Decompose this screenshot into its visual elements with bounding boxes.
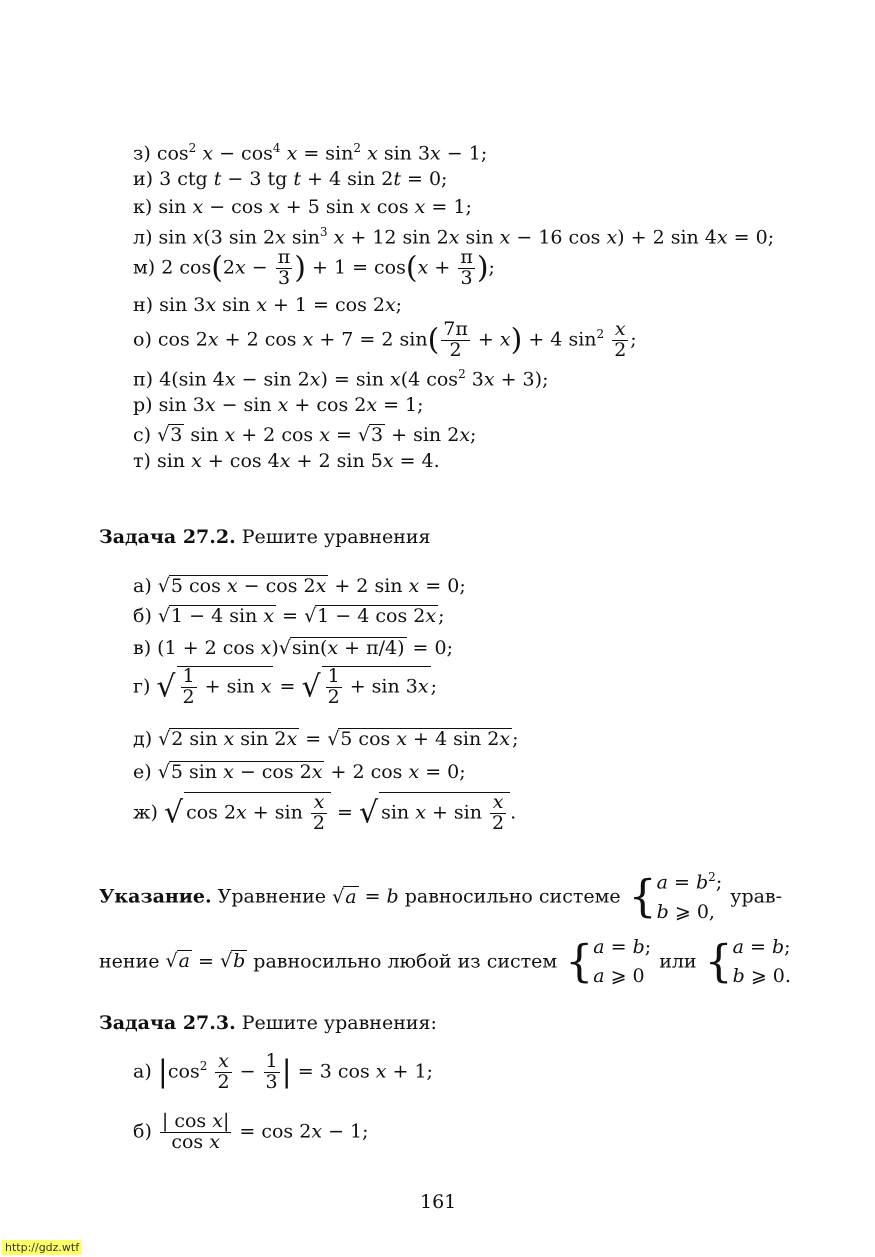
equation-n: н) sin 3x sin x + 1 = cos 2x; [133,294,403,316]
equation-r: р) sin 3x − sin x + cos 2x = 1; [133,394,424,416]
equation-t: т) sin x + cos 4x + 2 sin 5x = 4. [133,450,440,472]
equation-p: п) 4(sin 4x − sin 2x) = sin x(4 $\cos^2 3x + 3$); [133,367,549,391]
task-27-2-b: б) √1 − 4 sin x = √1 − 4 cos 2x ; [133,605,445,627]
equation-o: о) cos 2x + 2 cos x + 7 = 2 sin( $\frac{7\pi}{2}$ + x) + 4 $\sin^2$ $\frac{x}{2}$ ; [133,318,637,361]
system-2: {a = b; a ⩾ 0 [565,936,652,988]
task-27-2-d: д) √2 sin x sin 2x = √5 cos x + 4 sin 2x ; [133,728,519,750]
task-27-3-b: б) $\frac{\text{| cos x|}}{\text{cos x}}$ = cos 2x − 1; [133,1110,369,1153]
task-27-2-zh: ж) √ cos 2x + sin $\frac{x}{2}$ = √ sin x + sin $\frac{x}{2}$ . [133,791,517,834]
equation-z: з) $\cos^2 x - \cos^4 x = \sin^2 x$ sin 3x − 1; [133,141,488,165]
equation-k: к) sin x − cos x + 5 sin x cos x = 1; [133,196,472,218]
hint-line-2: нение √a = √b равносильно любой из систем {a = b; a ⩾ 0 или {a = b; b ⩾ 0. [99,933,793,992]
task-27-2-a: а) √5 cos x − cos 2x + 2 sin x = 0; [133,575,466,597]
equation-i: и) 3 ctg t − 3 tg t + 4 sin 2t = 0; [133,168,448,190]
hint-line-1: Указание. Уравнение √a = b равносильно системе {$a = b^2$; b ⩾ 0, урав- [99,868,782,927]
system-3: {a = b; b ⩾ 0. [704,936,791,988]
task-27-3-a: а) $|\cos^2$ $\frac{x}{2}$ − $\frac{1}{3}$ | = 3 cos x + 1; [133,1050,433,1093]
equation-s: с) √3 sin x + 2 cos x = √3 + sin 2x; [133,424,477,446]
page-number: 161 [420,1191,457,1213]
task-27-2-e: е) √5 sin x − cos 2x + 2 cos x = 0; [133,761,466,783]
equation-l: л) sin x(3 sin 2x $\sin^3 x + 12$ sin 2x sin x − 16 cos x) + 2 sin 4x = 0; [133,225,775,249]
task-27-2-g: г) √ $\frac{1}{2}$ + sin x = √ $\frac{1}{2}$ + sin 3x ; [133,665,438,708]
footer-link[interactable]: http://gdz.wtf [2,1240,82,1255]
task-27-3-heading: Задача 27.3. Решите уравнения: [99,1012,437,1034]
task-27-2-v: в) (1 + 2 cos x)√sin(x + π/4) = 0; [133,637,453,659]
equation-m: м) 2 cos(2x − $\frac{\pi}{3}$ ) + 1 = cos(x + $\frac{\pi}{3}$ ); [133,246,495,289]
system-1: {$a = b^2$; b ⩾ 0, [628,870,723,923]
task-27-2-heading: Задача 27.2. Решите уравнения [99,526,431,548]
